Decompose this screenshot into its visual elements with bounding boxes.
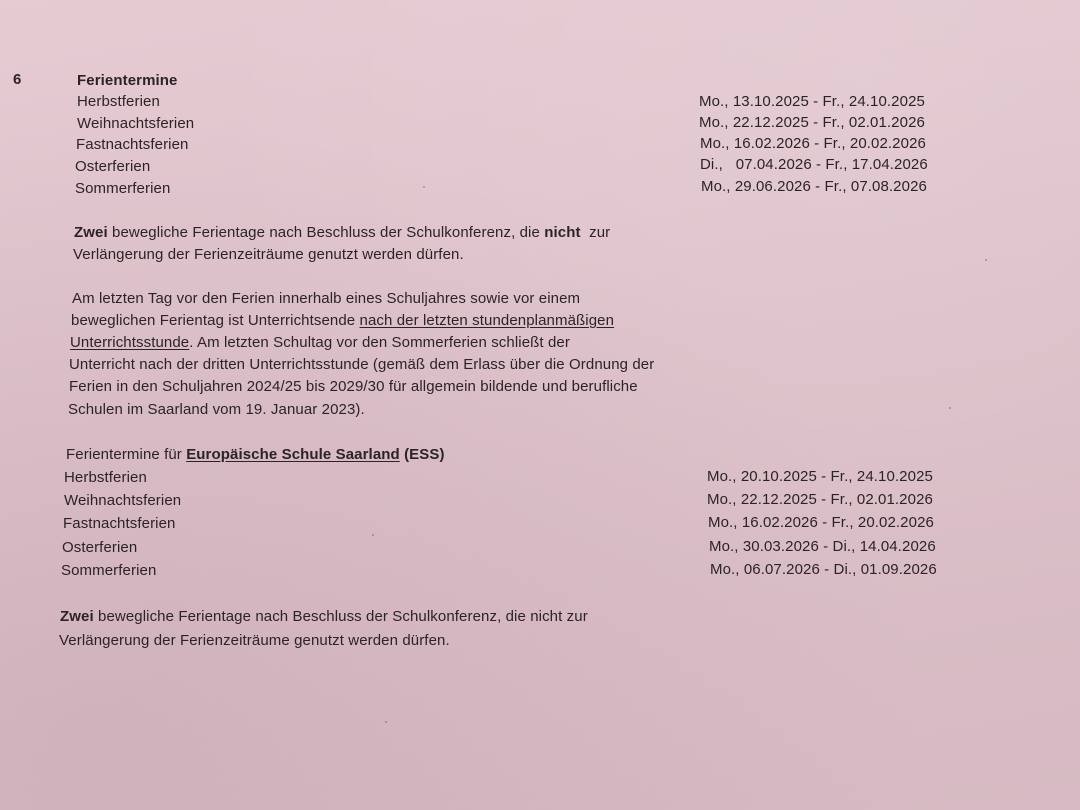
ess-holiday-name: Osterferien [62, 539, 138, 556]
paper-speck [949, 407, 951, 409]
paragraph-text: beweglichen Ferientag ist Unterrichtsende [71, 312, 360, 329]
paragraph-text: . Am letzten Schultag vor den Sommerferien schließt der [189, 334, 570, 351]
note-text: bewegliche Ferientage nach Beschluss der Schulkonferenz, die nicht zur [93, 608, 588, 625]
holiday-name: Weihnachtsferien [77, 115, 195, 132]
paper-speck [385, 721, 387, 723]
ess-holiday-name: Weihnachtsferien [64, 492, 182, 509]
holiday-dates: Di., 07.04.2026 - Fr., 17.04.2026 [700, 156, 928, 173]
ess-heading [66, 444, 445, 465]
ess-holiday-name: Herbstferien [64, 469, 147, 486]
note-text: bewegliche Ferientage nach Beschluss der Schulkonferenz, die [107, 224, 545, 241]
section-number: 6 [13, 71, 22, 88]
ess-note-line1 [60, 606, 588, 627]
holiday-name: Osterferien [75, 158, 151, 175]
note-movable-days-line2: Verlängerung der Ferienzeiträume genutzt werden dürfen. [73, 246, 464, 263]
paper-speck [423, 186, 425, 188]
holiday-name: Herbstferien [77, 93, 160, 110]
holiday-dates: Mo., 16.02.2026 - Fr., 20.02.2026 [700, 135, 926, 152]
holiday-dates: Mo., 13.10.2025 - Fr., 24.10.2025 [699, 93, 925, 110]
paper-speck [985, 259, 987, 261]
paragraph-line: Schulen im Saarland vom 19. Januar 2023). [68, 401, 365, 418]
paragraph-line: Unterricht nach der dritten Unterrichtsstunde (gemäß dem Erlass über die Ordnung der [69, 356, 655, 373]
note-movable-days-line1 [74, 222, 610, 243]
ess-holiday-dates: Mo., 20.10.2025 - Fr., 24.10.2025 [707, 468, 933, 485]
ess-heading-text: Ferientermine für [66, 446, 187, 463]
paragraph-line [70, 332, 570, 353]
note-bold-word: nicht [544, 224, 581, 241]
ess-holiday-dates: Mo., 30.03.2026 - Di., 14.04.2026 [709, 538, 936, 555]
ess-holiday-dates: Mo., 06.07.2026 - Di., 01.09.2026 [710, 561, 937, 578]
ess-holiday-dates: Mo., 16.02.2026 - Fr., 20.02.2026 [708, 514, 934, 531]
paper-speck [372, 534, 374, 536]
paragraph-underlined-text: nach der letzten stundenplanmäßigen [359, 312, 615, 329]
ess-abbreviation: (ESS) [399, 446, 445, 463]
ess-holiday-dates: Mo., 22.12.2025 - Fr., 02.01.2026 [707, 491, 933, 508]
note-bold-word: Zwei [74, 224, 108, 241]
note-text: zur [580, 224, 611, 241]
holiday-dates: Mo., 22.12.2025 - Fr., 02.01.2026 [699, 114, 925, 131]
section-title: Ferientermine [77, 72, 178, 89]
ess-note-line2: Verlängerung der Ferienzeiträume genutzt werden dürfen. [59, 632, 450, 649]
paragraph-line [71, 310, 614, 331]
note-bold-word: Zwei [60, 608, 94, 625]
ess-holiday-name: Fastnachtsferien [63, 515, 176, 532]
holiday-name: Sommerferien [75, 180, 171, 197]
paragraph-line: Ferien in den Schuljahren 2024/25 bis 2029/30 für allgemein bildende und berufliche [69, 378, 638, 395]
ess-holiday-name: Sommerferien [61, 562, 157, 579]
ess-school-name: Europäische Schule Saarland [186, 446, 400, 463]
holiday-dates: Mo., 29.06.2026 - Fr., 07.08.2026 [701, 178, 927, 195]
holiday-name: Fastnachtsferien [76, 136, 189, 153]
paragraph-line: Am letzten Tag vor den Ferien innerhalb eines Schuljahres sowie vor einem [72, 290, 581, 307]
paragraph-underlined-text: Unterrichtsstunde [70, 334, 190, 351]
